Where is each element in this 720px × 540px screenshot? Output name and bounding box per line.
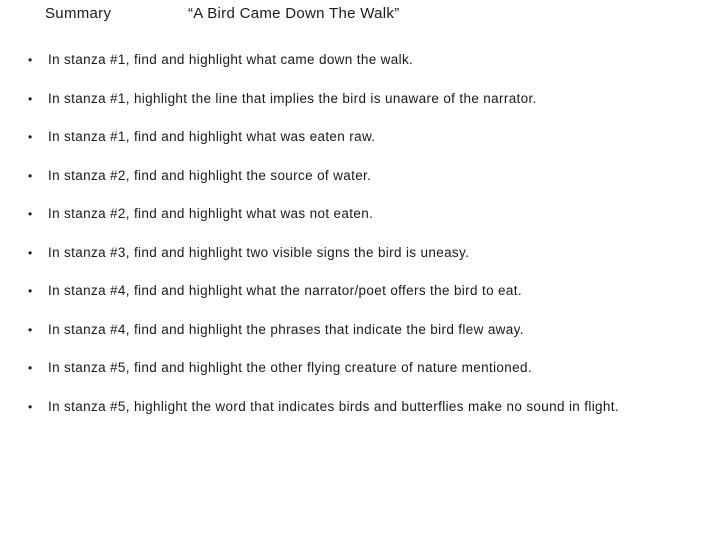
bullet-icon: • xyxy=(28,361,33,375)
list-item-text: In stanza #1, find and highlight what was eaten raw. xyxy=(48,129,376,144)
bullet-icon: • xyxy=(28,399,33,414)
list-item-text: In stanza #3, find and highlight two visible signs the bird is uneasy. xyxy=(48,244,470,260)
list-item xyxy=(0,204,720,243)
bullet-icon: • xyxy=(28,284,33,298)
list-item xyxy=(0,166,720,205)
page-header xyxy=(0,5,720,27)
list-item-text: In stanza #5, highlight the word that indicates birds and butterflies make no sound in flight. xyxy=(48,398,619,414)
instruction-list xyxy=(0,50,720,435)
bullet-icon: • xyxy=(28,91,33,106)
bullet-icon: • xyxy=(28,245,33,260)
summary-label: Summary xyxy=(45,5,112,22)
bullet-icon: • xyxy=(28,130,33,144)
list-item-text: In stanza #4, find and highlight the phrases that indicate the bird flew away. xyxy=(48,321,524,337)
bullet-icon: • xyxy=(28,168,33,183)
bullet-icon: • xyxy=(28,207,33,221)
list-item xyxy=(0,127,720,166)
list-item-text: In stanza #4, find and highlight what the narrator/poet offers the bird to eat. xyxy=(48,283,522,298)
list-item xyxy=(0,89,720,128)
list-item-text: In stanza #5, find and highlight the other flying creature of nature mentioned. xyxy=(48,360,532,375)
list-item xyxy=(0,397,720,436)
list-item-text: In stanza #2, find and highlight what was not eaten. xyxy=(48,206,374,221)
page-title: “A Bird Came Down The Walk” xyxy=(188,5,400,22)
list-item-text: In stanza #1, find and highlight what came down the walk. xyxy=(48,52,414,67)
list-item xyxy=(0,281,720,320)
list-item xyxy=(0,358,720,397)
bullet-icon: • xyxy=(28,322,33,337)
list-item xyxy=(0,50,720,89)
list-item-text: In stanza #1, highlight the line that implies the bird is unaware of the narrator. xyxy=(48,90,537,106)
list-item-text: In stanza #2, find and highlight the source of water. xyxy=(48,167,372,183)
list-item xyxy=(0,243,720,282)
list-item xyxy=(0,320,720,359)
bullet-icon: • xyxy=(28,53,33,67)
